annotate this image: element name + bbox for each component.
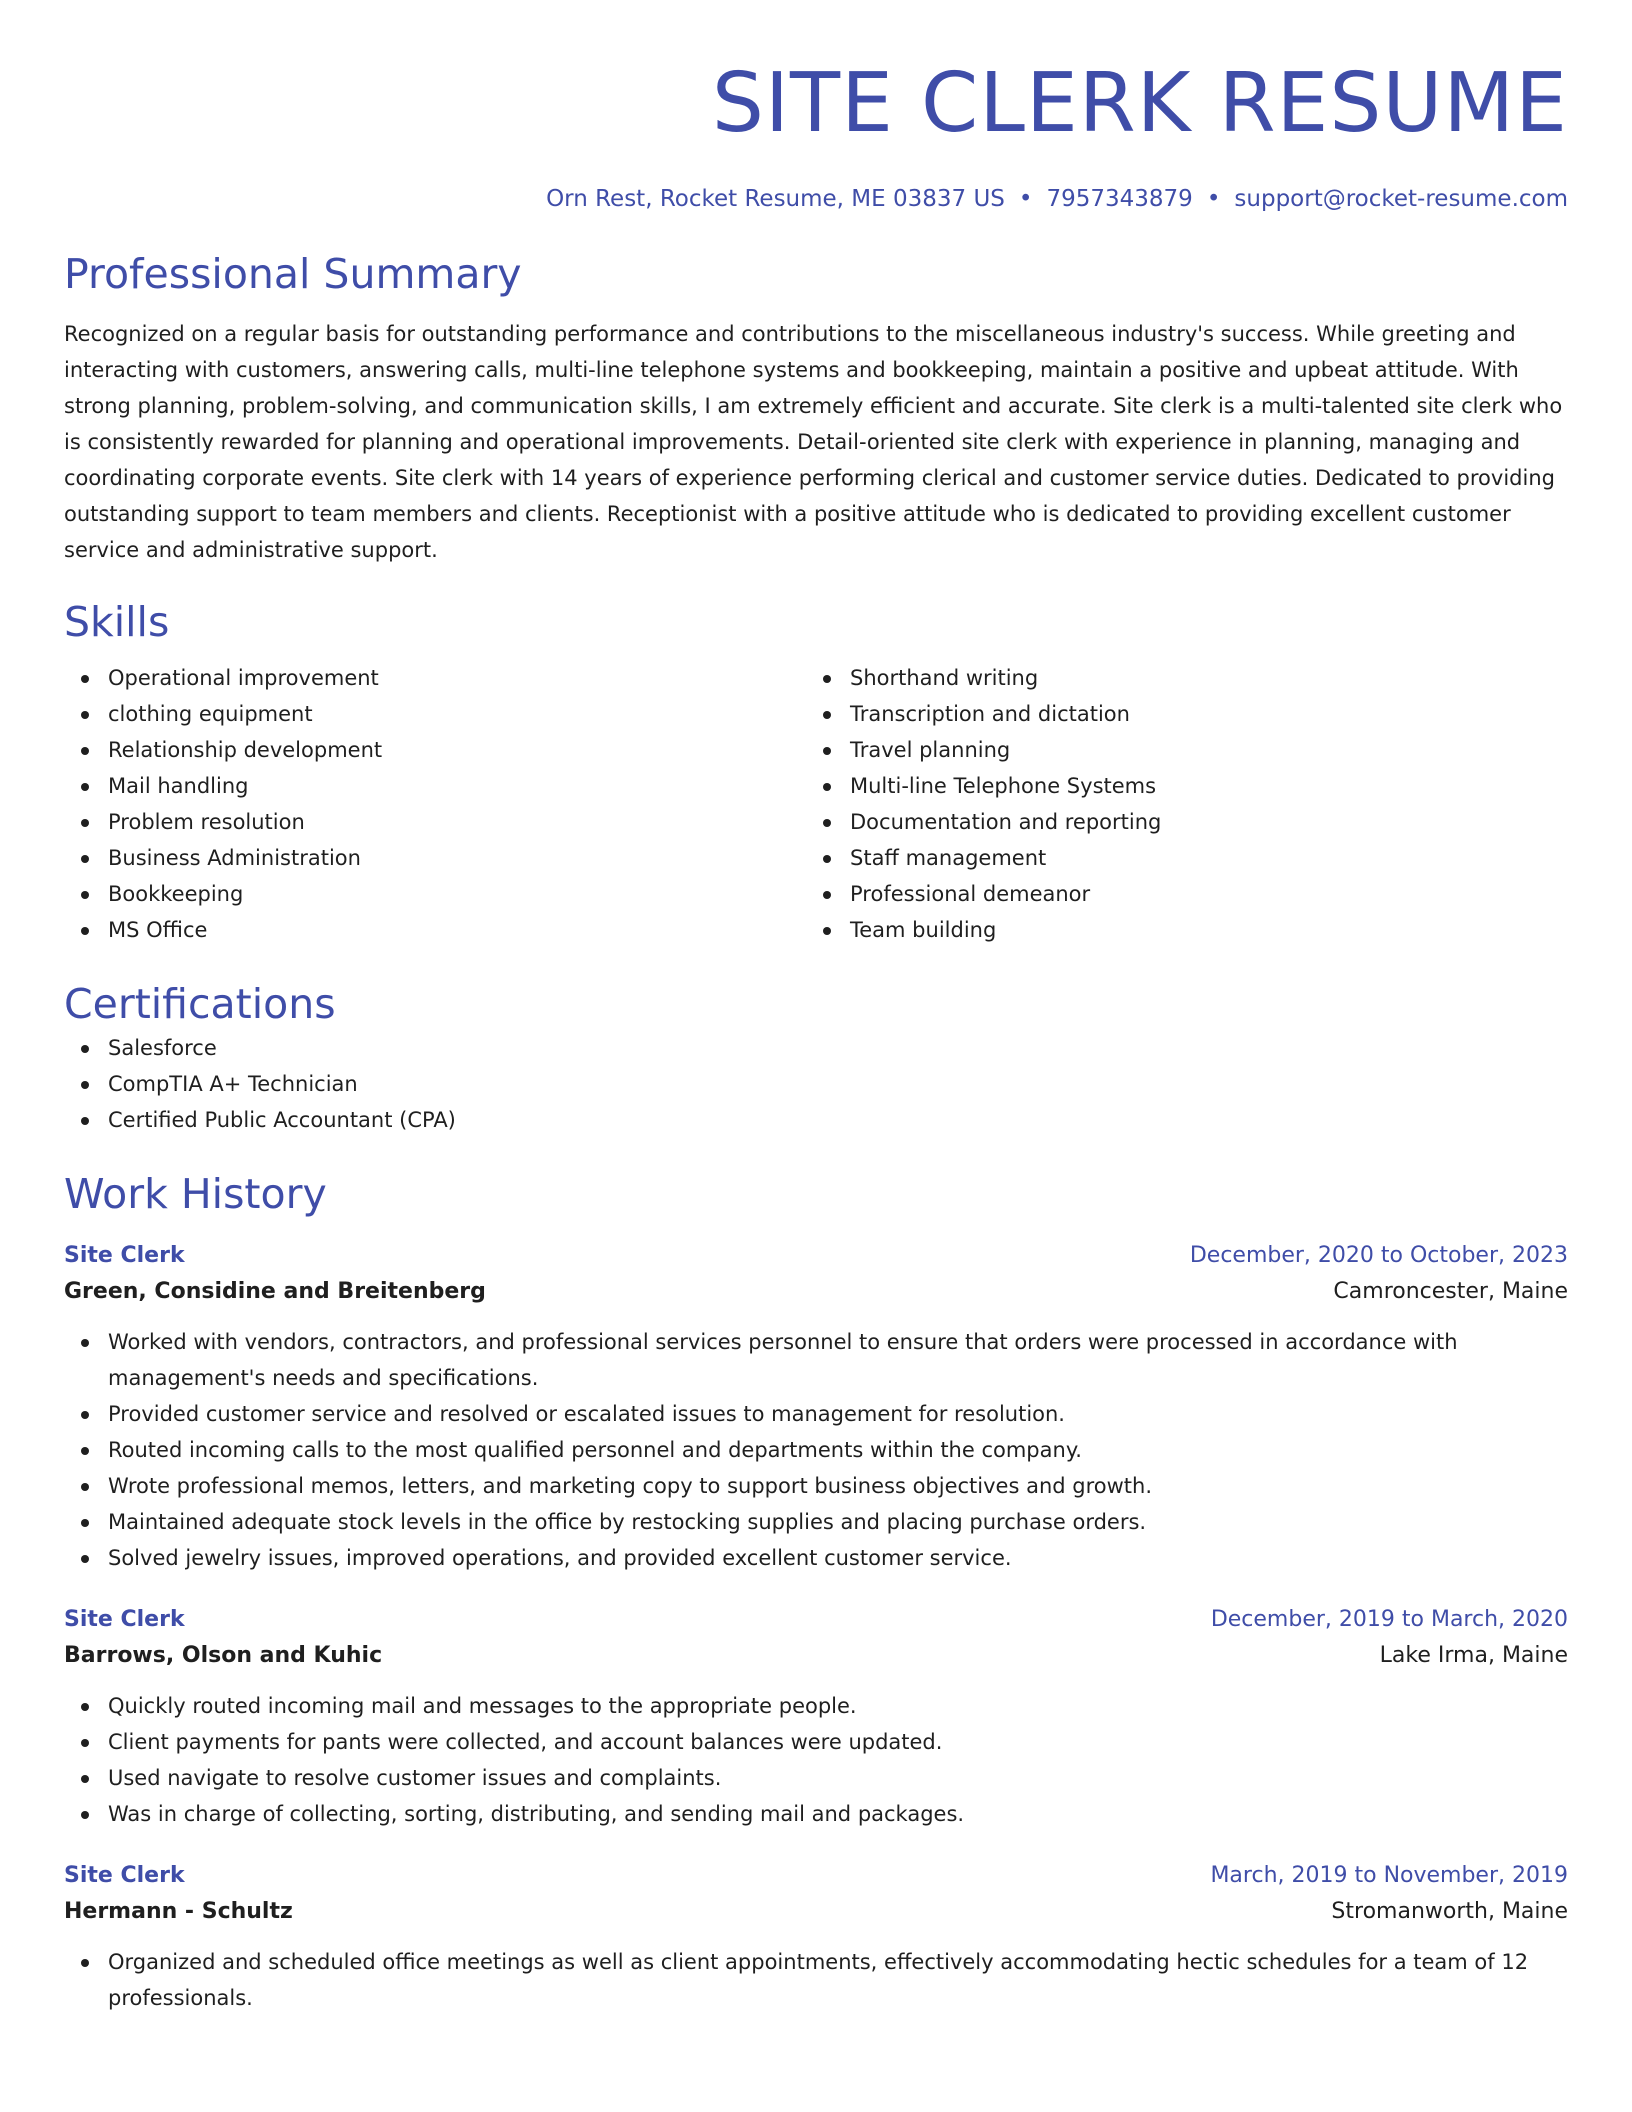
certification-item: CompTIA A+ Technician <box>64 1066 1568 1102</box>
job-role: Site Clerk <box>64 1243 185 1268</box>
skill-item: Professional demeanor <box>806 876 1548 912</box>
job-header <box>64 1238 1568 1274</box>
skills-column-right <box>806 660 1548 948</box>
job-header <box>64 1858 1568 1894</box>
job-entry <box>64 1858 1568 2016</box>
certification-item: Certified Public Accountant (CPA) <box>64 1102 1568 1138</box>
contact-email[interactable]: support@rocket-resume.com <box>1234 186 1568 212</box>
job-location: Lake Irma, Maine <box>1379 1643 1568 1668</box>
job-duty: Quickly routed incoming mail and messages to the appropriate people. <box>64 1688 1568 1724</box>
skill-item: Business Administration <box>64 840 806 876</box>
summary-text: Recognized on a regular basis for outstanding performance and contributions to the miscellaneous industry's success. While greeting and interacting with customers, answering calls, multi-line telephone systems and bookkeeping, maintain a positive and upbeat attitude. With strong planning, problem-solving, and communication skills, I am extremely efficient and accurate. Site clerk is a multi-talented site clerk who is consistently rewarded for planning and operational improvements. Detail-oriented site clerk with experience in planning, managing and coordinating corporate events. Site clerk with 14 years of experience performing clerical and customer service duties. Dedicated to providing outstanding support to team members and clients. Receptionist with a positive attitude who is dedicated to providing excellent customer service and administrative support. <box>64 322 1563 562</box>
resume-title: SITE CLERK RESUME <box>711 56 1568 151</box>
job-dates: December, 2020 to October, 2023 <box>1189 1243 1568 1268</box>
skill-item: Transcription and dictation <box>806 696 1548 732</box>
job-duty: Provided customer service and resolved or escalated issues to management for resolution. <box>64 1396 1568 1432</box>
work-history-heading: Work History <box>64 1170 327 1218</box>
skills-list-left <box>64 660 806 948</box>
certification-item: Salesforce <box>64 1030 1568 1066</box>
job-subheader <box>64 1274 1568 1310</box>
skill-item: Bookkeeping <box>64 876 806 912</box>
job-subheader <box>64 1894 1568 1930</box>
contact-separator: • <box>1018 186 1033 212</box>
skill-item: Relationship development <box>64 732 806 768</box>
job-dates: December, 2019 to March, 2020 <box>1210 1607 1568 1632</box>
job-duty: Solved jewelry issues, improved operations, and provided excellent customer service. <box>64 1540 1568 1576</box>
summary-heading: Professional Summary <box>64 250 522 298</box>
certifications-heading: Certifications <box>64 980 336 1028</box>
job-duties <box>64 1944 1568 2016</box>
job-company: Barrows, Olson and Kuhic <box>64 1643 383 1668</box>
job-role: Site Clerk <box>64 1607 185 1632</box>
skills-heading: Skills <box>64 598 170 646</box>
job-location: Stromanworth, Maine <box>1331 1899 1568 1924</box>
job-subheader <box>64 1638 1568 1674</box>
contact-separator: • <box>1206 186 1221 212</box>
job-dates: March, 2019 to November, 2019 <box>1210 1863 1568 1888</box>
job-duty: Client payments for pants were collected, and account balances were updated. <box>64 1724 1568 1760</box>
job-duty: Worked with vendors, contractors, and professional services personnel to ensure that orders were processed in accordance with management's needs and specifications. <box>64 1324 1568 1396</box>
skills-column-left <box>64 660 806 948</box>
job-duty: Wrote professional memos, letters, and marketing copy to support business objectives and growth. <box>64 1468 1568 1504</box>
skill-item: Operational improvement <box>64 660 806 696</box>
contact-phone: 7957343879 <box>1046 186 1193 212</box>
job-company: Green, Considine and Breitenberg <box>64 1279 486 1304</box>
job-duty: Organized and scheduled office meetings as well as client appointments, effectively accommodating hectic schedules for a team of 12 professionals. <box>64 1944 1568 2016</box>
job-duties <box>64 1324 1568 1576</box>
job-entry <box>64 1238 1568 1576</box>
contact-address: Orn Rest, Rocket Resume, ME 03837 US <box>546 186 1005 212</box>
work-history-list <box>64 1238 1568 2016</box>
skills-columns <box>64 660 1568 948</box>
skill-item: Staff management <box>806 840 1548 876</box>
job-duty: Was in charge of collecting, sorting, distributing, and sending mail and packages. <box>64 1796 1568 1832</box>
skill-item: Multi-line Telephone Systems <box>806 768 1548 804</box>
skill-item: Shorthand writing <box>806 660 1548 696</box>
skill-item: Travel planning <box>806 732 1548 768</box>
contact-line <box>64 184 1568 214</box>
job-location: Camroncester, Maine <box>1333 1279 1568 1304</box>
job-duty: Maintained adequate stock levels in the office by restocking supplies and placing purchase orders. <box>64 1504 1568 1540</box>
skills-list-right <box>806 660 1548 948</box>
skill-item: Documentation and reporting <box>806 804 1548 840</box>
job-header <box>64 1602 1568 1638</box>
skill-item: MS Office <box>64 912 806 948</box>
job-role: Site Clerk <box>64 1863 185 1888</box>
job-duties <box>64 1688 1568 1832</box>
certifications-list <box>64 1030 1568 1138</box>
job-entry <box>64 1602 1568 1832</box>
job-company: Hermann - Schultz <box>64 1899 293 1924</box>
skill-item: Mail handling <box>64 768 806 804</box>
skill-item: clothing equipment <box>64 696 806 732</box>
job-duty: Routed incoming calls to the most qualified personnel and departments within the company. <box>64 1432 1568 1468</box>
skill-item: Problem resolution <box>64 804 806 840</box>
skill-item: Team building <box>806 912 1548 948</box>
job-duty: Used navigate to resolve customer issues and complaints. <box>64 1760 1568 1796</box>
